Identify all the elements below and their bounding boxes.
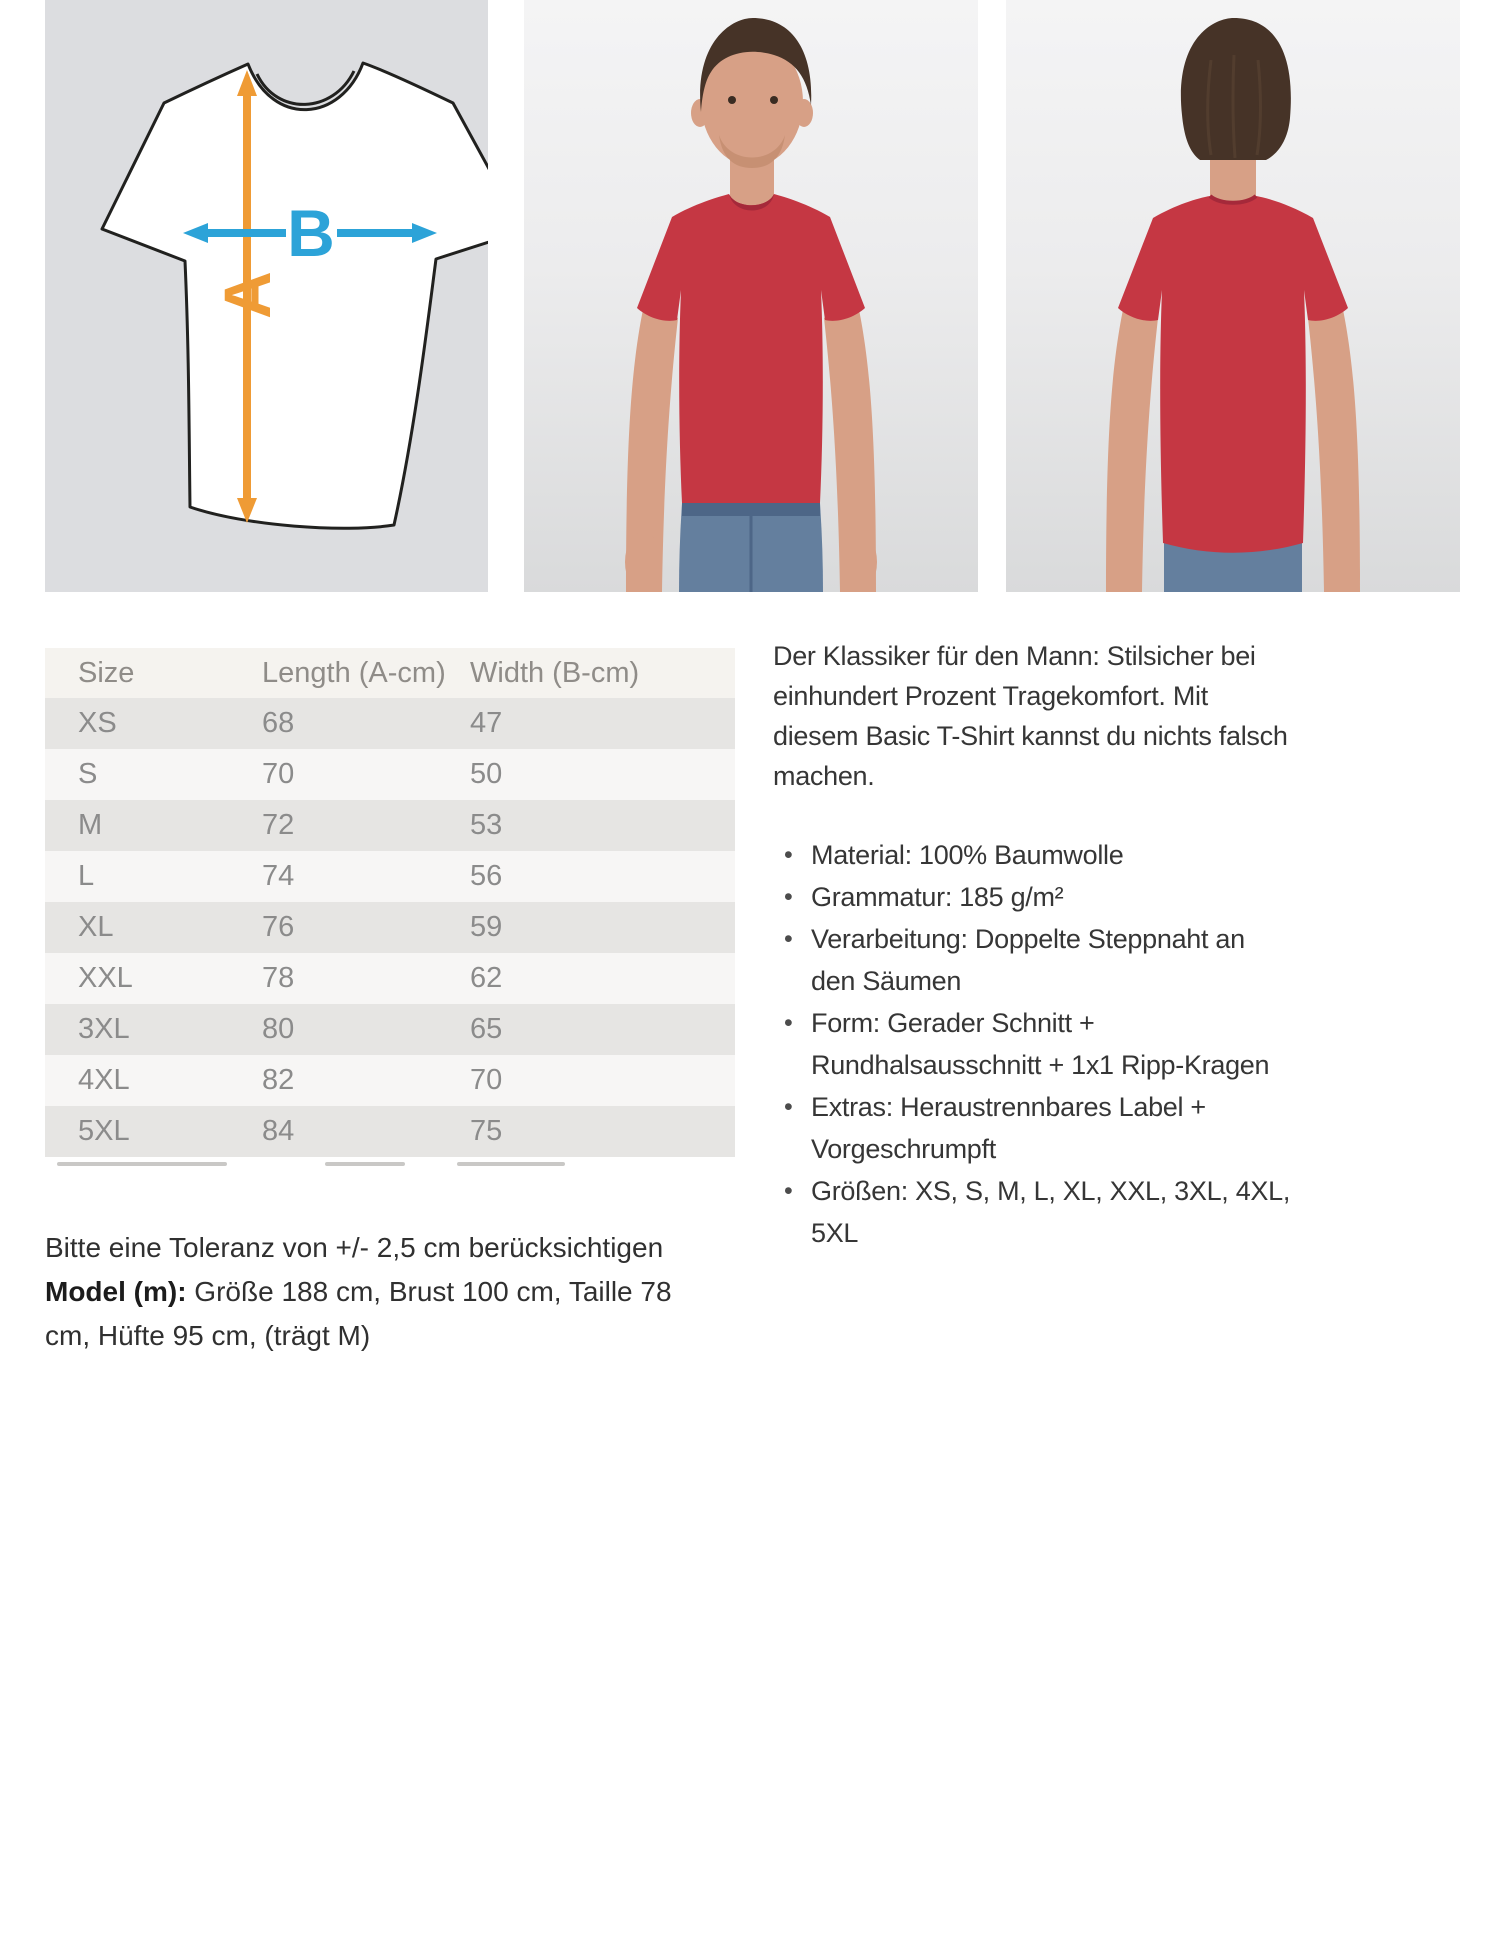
cell-size: 3XL bbox=[78, 1013, 130, 1045]
tshirt-measure-diagram bbox=[45, 0, 488, 592]
cell-length: 76 bbox=[262, 911, 295, 943]
table-row bbox=[45, 1004, 735, 1055]
left-arm bbox=[1106, 300, 1158, 592]
table-row bbox=[45, 953, 735, 1004]
cell-length: 70 bbox=[262, 758, 295, 790]
cell-width: 75 bbox=[470, 1115, 503, 1147]
table-row bbox=[45, 800, 735, 851]
feature-workmanship: • Verarbeitung: Doppelte Steppnaht an den Säumen bbox=[811, 918, 1293, 1002]
cell-length: 74 bbox=[262, 860, 295, 892]
size-table-header bbox=[45, 648, 735, 698]
tshirt-outline bbox=[102, 63, 488, 528]
cell-size: XS bbox=[78, 707, 117, 739]
col-header-size: Size bbox=[78, 656, 135, 689]
description-intro: Der Klassiker für den Mann: Stilsicher bei einhundert Prozent Tragekomfort. Mit diesem Basic T-Shirt kannst du nichts falsch machen. bbox=[773, 641, 1288, 791]
col-header-width: Width (B-cm) bbox=[470, 656, 640, 689]
feature-shape: • Form: Gerader Schnitt + Rundhalsausschnitt + 1x1 Ripp-Kragen bbox=[811, 1002, 1293, 1086]
cell-length: 72 bbox=[262, 809, 295, 841]
size-table bbox=[45, 648, 735, 1174]
hand-right bbox=[841, 532, 877, 592]
feature-extras: • Extras: Heraustrennbares Label + Vorgeschrumpft bbox=[811, 1086, 1293, 1170]
label-b: B bbox=[287, 196, 335, 270]
cell-size: M bbox=[78, 809, 103, 841]
feature-list bbox=[773, 834, 1293, 1254]
model-back-illustration bbox=[1006, 0, 1460, 592]
cell-width: 62 bbox=[470, 962, 503, 994]
table-row bbox=[45, 749, 735, 800]
product-description bbox=[773, 636, 1293, 1254]
tolerance-note: Bitte eine Toleranz von +/- 2,5 cm berücksichtigen bbox=[45, 1232, 664, 1263]
label-a: A bbox=[210, 271, 284, 319]
feature-material: • Material: 100% Baumwolle bbox=[811, 834, 1293, 876]
model-info: Größe 188 cm, Brust 100 cm, Taille 78 cm, Hüfte 95 cm, (trägt M) bbox=[45, 1276, 672, 1351]
cell-length: 80 bbox=[262, 1013, 295, 1045]
feature-grammage: • Grammatur: 185 g/m² bbox=[811, 876, 1293, 918]
eye-left bbox=[728, 96, 736, 104]
cell-width: 56 bbox=[470, 860, 503, 892]
cell-width: 47 bbox=[470, 707, 503, 739]
cell-length: 68 bbox=[262, 707, 295, 739]
tshirt-back bbox=[1118, 196, 1348, 553]
cell-size: XL bbox=[78, 911, 114, 943]
size-diagram-image[interactable] bbox=[45, 0, 488, 592]
table-row bbox=[45, 851, 735, 902]
col-header-length: Length (A-cm) bbox=[262, 656, 446, 689]
cell-length: 84 bbox=[262, 1115, 295, 1147]
table-row bbox=[45, 698, 735, 749]
cell-length: 82 bbox=[262, 1064, 295, 1096]
cell-size: 4XL bbox=[78, 1064, 130, 1096]
model-label: Model (m): bbox=[45, 1276, 187, 1307]
cell-width: 59 bbox=[470, 911, 503, 943]
model-front-photo[interactable] bbox=[524, 0, 978, 592]
cell-size: XXL bbox=[78, 962, 133, 994]
cell-width: 65 bbox=[470, 1013, 503, 1045]
right-arm bbox=[1308, 300, 1360, 592]
feature-sizes: • Größen: XS, S, M, L, XL, XXL, 3XL, 4XL, 5XL bbox=[811, 1170, 1293, 1254]
cell-width: 70 bbox=[470, 1064, 503, 1096]
cell-size: S bbox=[78, 758, 98, 790]
cell-width: 50 bbox=[470, 758, 503, 790]
table-row bbox=[45, 902, 735, 953]
cell-width: 53 bbox=[470, 809, 503, 841]
cell-length: 78 bbox=[262, 962, 295, 994]
model-back-photo[interactable] bbox=[1006, 0, 1460, 592]
hair-back bbox=[1181, 18, 1291, 160]
table-row bbox=[45, 1106, 735, 1157]
model-measurements bbox=[45, 1270, 685, 1358]
cell-size: 5XL bbox=[78, 1115, 130, 1147]
measurement-note bbox=[45, 1226, 685, 1358]
model-front-illustration bbox=[524, 0, 978, 592]
eye-right bbox=[770, 96, 778, 104]
jeans-waistband bbox=[682, 503, 820, 516]
table-row bbox=[45, 1055, 735, 1106]
clipped-row-remnant bbox=[45, 1162, 735, 1174]
hand-left bbox=[625, 532, 661, 592]
cell-size: L bbox=[78, 860, 95, 892]
